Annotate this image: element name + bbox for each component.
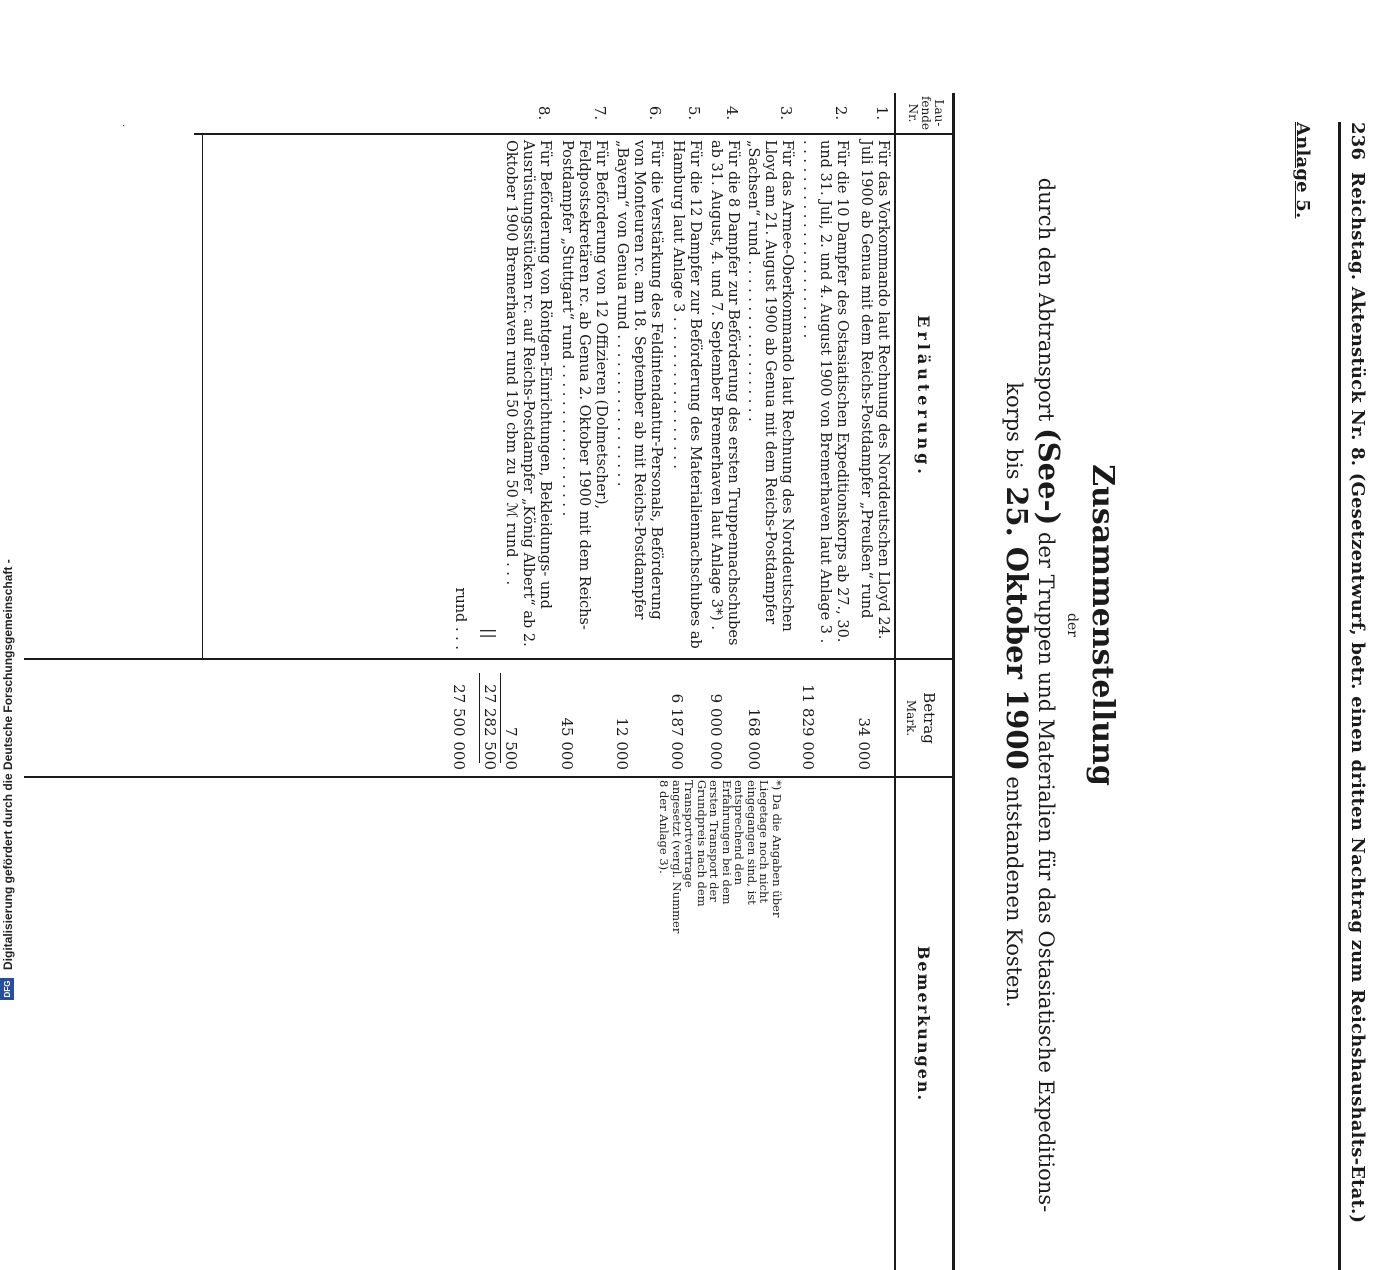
subtitle-bold-part: (See-) <box>1032 428 1066 526</box>
column-header-nr-line: Nr. <box>906 103 920 123</box>
row-number: 2. <box>832 105 850 121</box>
dfg-logo-icon: DFG <box>0 978 14 1000</box>
subtitle-bold-date: 25. Oktober 1900 <box>1000 486 1034 770</box>
page-title: Zusammenstellung <box>1085 464 1120 786</box>
column-header-bemerkungen: Bemerkungen. <box>914 945 933 1103</box>
running-title: Reichstag. Aktenstück Nr. 8. (Gesetzentwurf, betr. einen dritten Nachtrag zum Reichshaushalts-Etat.) <box>1347 172 1368 1224</box>
subtitle-line-1 <box>1030 120 1065 1270</box>
subtitle-line-2 <box>998 120 1033 1270</box>
subtitle-part: durch den Abtransport <box>1034 177 1058 422</box>
rounded-label: rund . . . <box>452 587 468 650</box>
scan-mark: · <box>117 124 128 128</box>
row-number: 5. <box>685 105 703 121</box>
title-der: der <box>1064 613 1080 637</box>
page-number: 236 <box>1347 122 1368 161</box>
footnote: *) Da die Angaben über Liegetage noch nicht eingegangen sind, ist entsprechend den Erfahrungen bei dem ersten Transport der Grundpreis nach dem Transportvertrage angesetzt (vergl. Nummer 8 der Anlage 3). <box>657 780 784 934</box>
table-top-rule <box>952 93 955 1270</box>
row-amount: 12 000 <box>613 717 631 770</box>
rounded-total: 27 500 000 <box>450 684 468 770</box>
column-header-nr-line: fende <box>919 95 933 131</box>
col-divider-amount <box>24 776 954 778</box>
row-description: Für das Armee-Oberkommando laut Rechnung des Norddeutschen Lloyd am 21. August 1900 ab Genua mit dem Reichs-Postdampfer „Sachsen“ rund . . . . . . . . . . . . . . . . . . <box>745 140 795 632</box>
header-rule <box>1338 122 1341 1270</box>
credit-strip <box>0 0 16 1000</box>
row-number: 3. <box>777 105 795 121</box>
column-header-betrag-unit: Mark. <box>904 699 918 737</box>
row-number: 1. <box>873 105 891 121</box>
row-description: Für die 12 Dampfer zur Beförderung des Materialiennachschubes ab Hamburg laut Anlage 3 . . . . . . . . . . . . . . . . . <box>670 140 703 649</box>
sum-rule <box>500 673 501 763</box>
sum-rule-bottom <box>479 673 480 763</box>
total-amount: 27 282 500 <box>481 684 499 770</box>
row-description: Für das Vorkommando laut Rechnung des Norddeutschen Lloyd 24. Juli 1900 ab Genua mit dem Reichs-Postdampfer „Preußen“ rund <box>858 140 891 640</box>
column-header-nr-line: Lau- <box>932 99 946 127</box>
table-bottom-rule <box>202 133 203 658</box>
row-amount: 7 500 <box>502 727 520 770</box>
row-amount: 45 000 <box>558 717 576 770</box>
col-divider-nr <box>194 133 954 135</box>
annex-label: Anlage 5. <box>1292 122 1313 219</box>
column-header-erlaeuterung: Erläuterung. <box>914 315 933 478</box>
subtitle-part: der Truppen und Materialien für das Ostasiatische Expeditions- <box>1034 532 1058 1213</box>
row-description: Für die Verstärkung des Feldintendantur-Personals, Beförderung von Monteuren rc. am 18. September ab mit Reichs-Postdampfer „Bayern“ von Genua rund . . . . . . . . . . . . . . . . . <box>614 140 664 620</box>
row-amount: 6 187 000 <box>668 693 686 770</box>
row-number: 7. <box>591 105 609 121</box>
table-head-rule <box>894 93 896 1270</box>
row-amount: 168 000 <box>745 707 763 770</box>
total-symbol: || <box>480 628 499 639</box>
row-description: Für Beförderung von 12 Offizieren (Dolmetscher), Feldpostsekretären rc. ab Genua 2. Oktober 1900 mit dem Reichs-Postdampfer „Stuttgart“ rund . . . . . . . . . . . . . . . . . <box>559 140 609 630</box>
column-header-betrag: Betrag <box>920 692 938 744</box>
row-amount: 34 000 <box>855 717 873 770</box>
subtitle-part: korps bis <box>1002 382 1026 480</box>
credit-text: Digitalisierung gefördert durch die Deutsche Forschungsgemeinschaft - <box>1 559 15 970</box>
row-amount: 11 829 000 <box>799 684 817 770</box>
row-number: 6. <box>646 105 664 121</box>
row-description: Für die 10 Dampfer des Ostasiatischen Expeditionskorps ab 27., 30. und 31. Juli, 2. und 4. August 1900 von Bremerhaven laut Anlage 3 . . . . . . . . . . . . . . . . . . . . . . . <box>800 140 850 644</box>
column-header-nr <box>906 93 945 133</box>
subtitle-part: entstandenen Kosten. <box>1002 776 1026 1008</box>
row-amount: 9 000 000 <box>707 693 725 770</box>
row-number: 4. <box>723 105 741 121</box>
row-description: Für die 8 Dampfer zur Beförderung des ersten Truppennachschubes ab 31. August, 4. und 7. September Bremerhaven laut Anlage 3*) . <box>708 140 741 646</box>
row-description: Für Beförderung von Röntgen-Einrichtungen, Bekleidungs- und Ausrüstungsstücken rc. auf Reichs-Postdampfer „König Albert“ ab 2. Oktober 1900 Bremerhaven rund 150 cbm zu 50 ℳ rund . . . <box>503 140 553 647</box>
row-number: 8. <box>535 105 553 121</box>
